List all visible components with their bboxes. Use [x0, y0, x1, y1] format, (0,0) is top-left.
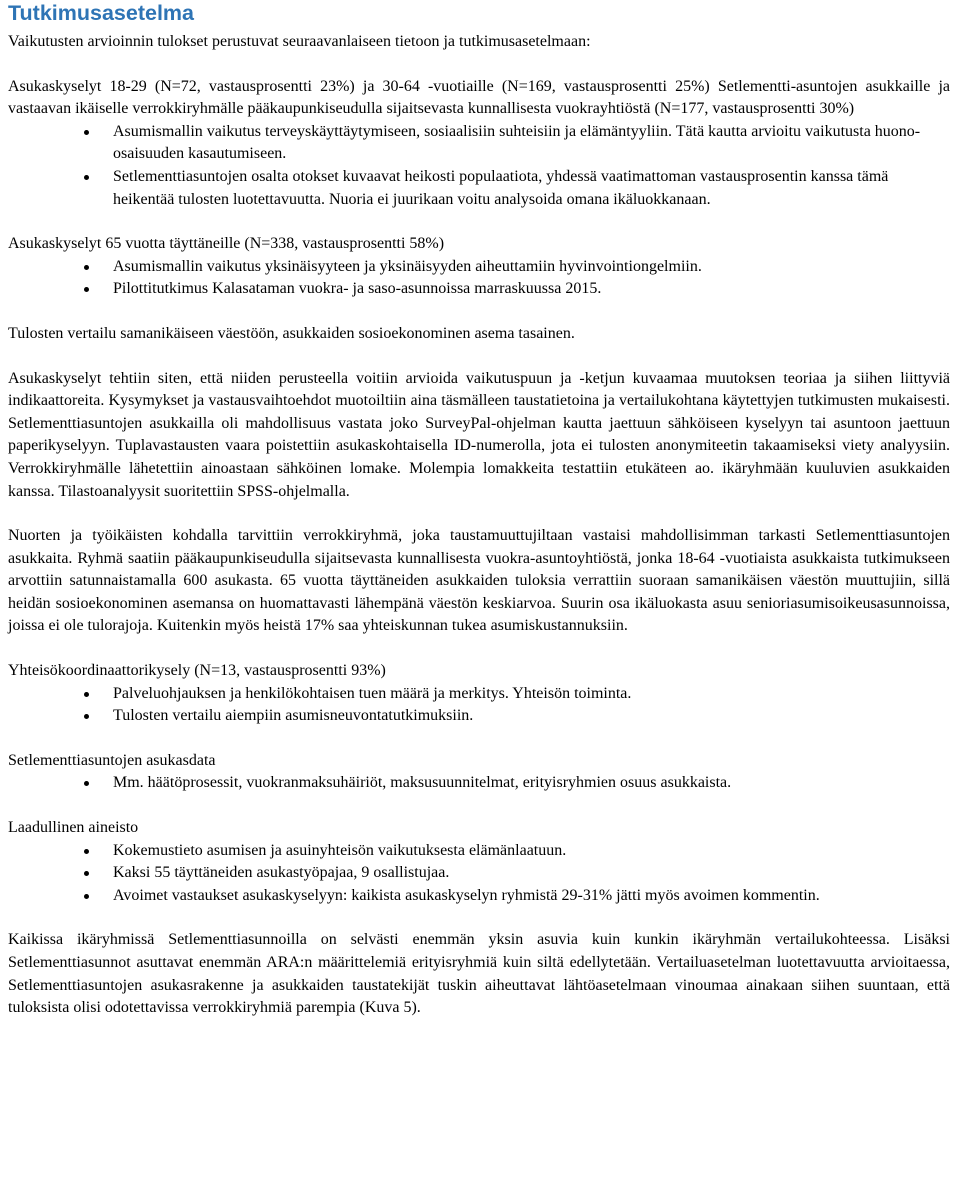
- list-item: Asumismallin vaikutus terveyskäyttäytymiseen, sosiaalisiin suhteisiin ja elämäntyyliin. Tätä kautta arvioitu vaikutusta huono-osaisuuden kasautumiseen.: [8, 121, 950, 166]
- list-item: Avoimet vastaukset asukaskyselyyn: kaikista asukaskyselyn ryhmistä 29-31% jätti myös avoimen kommentin.: [8, 885, 950, 908]
- comparison-text: Tulosten vertailu samanikäiseen väestöön, asukkaiden sosioekonominen asema tasainen.: [8, 324, 575, 342]
- control-paragraph: Nuorten ja työikäisten kohdalla tarvittiin verrokkiryhmä, joka taustamuuttujiltaan vastaisi mahdollisimman tarkasti Setlementtiasuntojen asukkaita. Ryhmä saatiin pääkaupunkiseudulla sijaitsevasta kunnallisesta vuokra-asuntoyhtiöstä, jonka 18-64 -vuotiaista asukkaista tutkimukseen arvottiin satunnaistamalla 600 asukasta. 65 vuotta täyttäneiden asukkaiden tuloksia verrattiin suoraan samanikäisen väestön muuttujiin, sillä heidän sosioekonominen asemansa on huomattavasti lähempänä väestön keskiarvoa. Suurin osa ikäluokasta asuu senioriasumisoikeusasunnoissa, joissa ei ole tulorajoja. Kuitenkin myös heistä 17% saa yhteiskunnan tukea asumiskustannuksiin.: [8, 527, 950, 635]
- coordinator-survey-list: [8, 683, 950, 728]
- list-item: Pilottitutkimus Kalasataman vuokra- ja saso-asunnoissa marraskuussa 2015.: [8, 278, 950, 301]
- section-resident-data: [8, 750, 950, 795]
- section-control-group: [8, 525, 950, 638]
- section-survey-young: [8, 76, 950, 212]
- section-comparison: [8, 323, 950, 346]
- list-item: Kokemustieto asumisen ja asuinyhteisön vaikutuksesta elämänlaatuun.: [8, 840, 950, 863]
- survey-young-text: Asukaskyselyt 18-29 (N=72, vastausprosentti 23%) ja 30-64 -vuotiaille (N=169, vastausprosentti 25%) Setlementti-asuntojen asukkaille ja vastaavan ikäiselle verrokkiryhmälle pääkaupunkiseudulla sijaitsevasta kunnallisesta vuokrayhtiöstä (N=177, vastausprosentti 30%): [8, 77, 950, 118]
- list-item: Kaksi 55 täyttäneiden asukastyöpajaa, 9 osallistujaa.: [8, 862, 950, 885]
- survey-young-list: [8, 121, 950, 211]
- section-coordinator-survey: [8, 660, 950, 728]
- resident-data-text: Setlementtiasuntojen asukasdata: [8, 751, 216, 769]
- list-item: Tulosten vertailu aiempiin asumisneuvontatutkimuksiin.: [8, 705, 950, 728]
- final-paragraph: Kaikissa ikäryhmissä Setlementtiasunnoilla on selvästi enemmän yksin asuvia kuin kunkin ikäryhmän vertailukohteessa. Lisäksi Setlementtiasunnot asuttavat enemmän ARA:n määrittelemiä erityisryhmiä kuin siltä edellytetään. Vertailuasetelman luotettavuutta arvioitaessa, Setlementtiasuntojen asukasrakenne ja asukkaiden taustatekijät tuskin aiheuttavat lähtöasetelmaan vinoumaa ainakaan siihen suuntaan, että tuloksista olisi odotettavissa verrokkiryhmiä parempia (Kuva 5).: [8, 931, 950, 1017]
- page-title: Tutkimusasetelma: [8, 1, 195, 25]
- intro-text: Vaikutusten arvioinnin tulokset perustuvat seuraavanlaiseen tietoon ja tutkimusasetelmaan:: [8, 33, 591, 50]
- survey-elderly-text: Asukaskyselyt 65 vuotta täyttäneille (N=338, vastausprosentti 58%): [8, 235, 445, 253]
- section-final: [8, 929, 950, 1019]
- list-item: Asumismallin vaikutus yksinäisyyteen ja yksinäisyyden aiheuttamiin hyvinvointiongelmiin.: [8, 256, 950, 279]
- section-survey-elderly: [8, 233, 950, 301]
- list-item: Palveluohjauksen ja henkilökohtaisen tuen määrä ja merkitys. Yhteisön toiminta.: [8, 683, 950, 706]
- qualitative-list: [8, 840, 950, 908]
- list-item: Mm. häätöprosessit, vuokranmaksuhäiriöt, maksusuunnitelmat, erityisryhmien osuus asukkaista.: [8, 772, 950, 795]
- resident-data-list: [8, 772, 950, 795]
- method-paragraph: Asukaskyselyt tehtiin siten, että niiden perusteella voitiin arvioida vaikutuspuun ja -ketjun kuvaamaa muutoksen teoriaa ja siihen liittyviä indikaattoreita. Kysymykset ja vastausvaihtoehdot muotoiltiin aina täsmälleen taustatietoina ja vertailukohtana käytettyjen tutkimusten mukaisesti. Setlementtiasuntojen asukkailla oli mahdollisuus vastata joko SurveyPal-ohjelman kautta jaettuun sähköiseen kyselyyn tai asuntoon jaettuun paperikyselyyn. Tuplavastausten vaara poistettiin asukaskohtaisella ID-numerolla, jota ei tulosten anonymiteetin takaamiseksi viety analyysiin. Verrokkiryhmälle lähetettiin ainoastaan sähköinen lomake. Molempia lomakkeita testattiin etukäteen ao. ikäryhmään kuuluvien asukkaiden kanssa. Tilastoanalyysit suoritettiin SPSS-ohjelmalla.: [8, 369, 950, 500]
- survey-elderly-list: [8, 256, 950, 301]
- coordinator-survey-text: Yhteisökoordinaattorikysely (N=13, vastausprosentti 93%): [8, 662, 386, 680]
- list-item: Setlementtiasuntojen osalta otokset kuvaavat heikosti populaatiota, yhdessä vaatimattoman vastausprosentin kanssa tämä heikentää tulosten luotettavuutta. Nuoria ei juurikaan voitu analysoida omana ikäluokkanaan.: [8, 166, 950, 211]
- section-qualitative: [8, 817, 950, 907]
- section-method: [8, 368, 950, 504]
- qualitative-text: Laadullinen aineisto: [8, 819, 139, 837]
